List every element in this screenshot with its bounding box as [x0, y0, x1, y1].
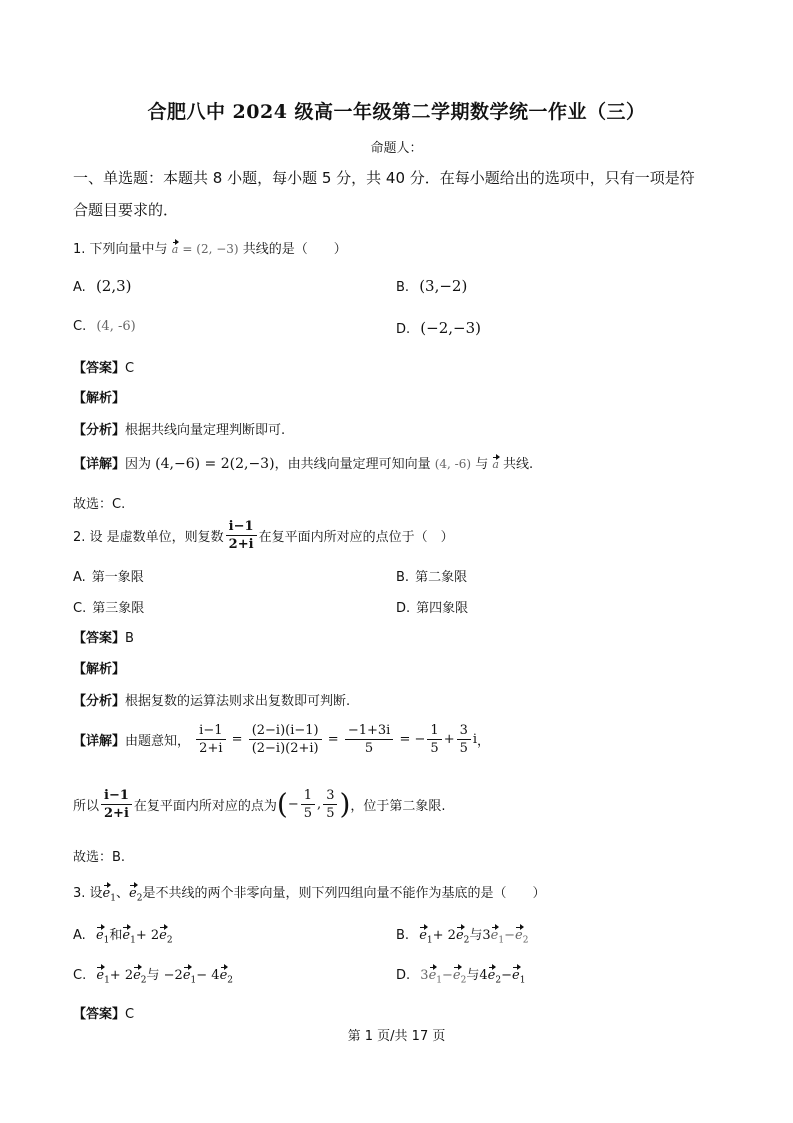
q1-option-d	[396, 319, 481, 337]
option-label: C.	[73, 968, 87, 983]
q2-option-d	[396, 597, 468, 616]
q1-option-b	[396, 277, 467, 295]
q1-detail	[73, 453, 533, 472]
q3-option-b	[396, 924, 528, 946]
answer-value: C	[125, 1007, 135, 1022]
option-label: A.	[73, 928, 86, 943]
vector-e2: e	[133, 968, 141, 983]
q1-answer	[73, 357, 134, 376]
vector-e2: e	[159, 928, 167, 943]
option-text: 和	[109, 928, 123, 943]
q3-answer	[73, 1003, 134, 1022]
vector-e1: e	[428, 968, 437, 983]
vector-e2: e	[219, 968, 228, 983]
vector-e1: e	[102, 886, 111, 901]
option-label: A.	[73, 280, 86, 295]
q2-fraction	[226, 518, 257, 553]
detail-text: 与	[475, 457, 489, 472]
option-value: $e_1+ 2e_2$与$3e_1-e_2$	[419, 928, 529, 946]
q1-conclusion: 故选：C.	[73, 497, 126, 512]
detail-text: 因为	[125, 457, 152, 472]
q1-stem	[73, 238, 347, 257]
equals-sign: =	[231, 732, 243, 747]
vector-e1: e	[96, 968, 105, 983]
option-text: − 4	[196, 968, 220, 983]
equals-sign: =	[399, 732, 411, 747]
q1-vector-a: a	[171, 243, 179, 256]
fraction-numerator: i−1	[226, 518, 257, 536]
fenxi-tag: 【分析】	[73, 694, 126, 709]
detail-vector-a: a	[492, 458, 499, 471]
minus-sign: −	[414, 732, 426, 747]
detail-text: 共线.	[503, 457, 534, 472]
q2-suffix: 在复平面内所对应的点位于（ ）	[258, 530, 454, 545]
vector-e2: e	[515, 928, 523, 943]
fraction-denominator: 5	[459, 741, 468, 756]
minus-sign: −	[287, 797, 299, 812]
equals-sign: =	[327, 732, 339, 747]
so-fraction	[101, 787, 132, 822]
option-text: 与 −2	[146, 968, 183, 983]
option-text: −	[501, 968, 512, 983]
fraction-denominator: 5	[364, 741, 374, 756]
option-text: 与3	[469, 928, 491, 943]
q3-separator: 、	[115, 886, 129, 901]
detail-math: (4,−6) = 2(2,−3)	[155, 456, 275, 472]
fraction-numerator: (2−i)(i−1)	[249, 722, 322, 740]
q2-detail	[73, 722, 490, 757]
detail-text: ，由共线向量定理可知向量	[274, 457, 431, 472]
option-value: 第四象限	[416, 601, 469, 616]
option-label: C.	[73, 319, 87, 334]
point-comma: ,	[317, 797, 322, 812]
q1-prefix: 1. 下列向量中与	[73, 242, 168, 257]
vector-e2: e	[455, 928, 464, 943]
fraction-numerator: 3	[323, 787, 337, 805]
option-value: (3,−2)	[419, 277, 468, 295]
right-paren: )	[339, 787, 351, 821]
left-paren: (	[276, 787, 288, 821]
q3-option-c	[73, 964, 233, 986]
fenxi-text: 根据共线向量定理判断即可.	[125, 423, 286, 438]
detail-tag: 【详解】	[73, 457, 126, 472]
fraction-denominator: 5	[303, 806, 313, 821]
detail-vector: (4, -6)	[434, 457, 472, 471]
vector-e1: e	[182, 968, 191, 983]
option-label: B.	[396, 570, 410, 585]
imaginary-unit: i	[472, 732, 478, 747]
detail-frac-5	[457, 722, 471, 757]
q2-option-a	[73, 566, 144, 585]
q2-option-c	[73, 597, 144, 616]
q3-option-a	[73, 924, 173, 946]
option-label: D.	[396, 322, 411, 337]
option-label: D.	[396, 601, 411, 616]
fraction-numerator: 1	[301, 787, 315, 805]
vector-e1: e	[419, 928, 427, 943]
fraction-numerator: i−1	[196, 722, 225, 740]
option-text: + 2	[135, 928, 160, 943]
vector-e2: e	[487, 968, 496, 983]
fraction-denominator: 5	[326, 806, 335, 821]
vector-e1: e	[95, 928, 104, 943]
page-title: 合肥八中 2024 级高一年级第二学期数学统一作业（三）	[147, 101, 646, 123]
fraction-numerator: −1+3i	[345, 722, 394, 740]
option-value: 第一象限	[91, 570, 144, 585]
option-value: 第二象限	[415, 570, 468, 585]
fraction-denominator: 5	[430, 741, 439, 756]
section-heading-line-1: 一、单选题：本题共 8 小题，每小题 5 分，共 40 分．在每小题给出的选项中，只有一项是符	[73, 169, 695, 187]
so-text: 在复平面内所对应的点为	[133, 799, 277, 814]
option-value: $3e_1-e_2$与$4e_2-e_1$	[420, 968, 526, 986]
fraction-denominator: 2+i	[228, 537, 254, 552]
section-heading-line-2: 合题目要求的．	[73, 201, 179, 219]
so-text: 所以	[73, 799, 100, 814]
q1-analysis-tag: 【解析】	[73, 391, 126, 406]
q1-vector-value: = (2, −3)	[182, 242, 239, 256]
option-text: −	[442, 968, 453, 983]
detail-frac-1	[196, 722, 225, 757]
option-label: A.	[73, 570, 86, 585]
option-text: −	[504, 928, 515, 943]
option-label: D.	[396, 968, 411, 983]
q2-stem	[73, 518, 454, 553]
q3-prefix: 3. 设	[73, 886, 103, 901]
q2-conclusion-line	[73, 787, 446, 822]
option-value: $e_1+ 2e_2$与 $-2e_1- 4e_2$	[96, 968, 233, 986]
q2-option-b	[396, 566, 467, 585]
q2-conclusion: 故选：B.	[73, 850, 126, 865]
fraction-numerator: i−1	[101, 787, 132, 805]
vector-e1: e	[122, 928, 131, 943]
vector-e1: e	[511, 968, 520, 983]
q1-fenxi	[73, 419, 285, 438]
option-label: B.	[396, 280, 410, 295]
q3-suffix: 是不共线的两个非零向量，则下列四组向量不能作为基底的是（ ）	[142, 886, 546, 901]
option-value: 第三象限	[92, 601, 145, 616]
q1-suffix: 共线的是（ ）	[242, 242, 347, 257]
option-value: (4, -6)	[96, 319, 136, 334]
answer-tag: 【答案】	[73, 361, 126, 376]
option-text: + 2	[109, 968, 134, 983]
q1-option-a	[73, 277, 132, 295]
q2-analysis-tag: 【解析】	[73, 662, 126, 677]
byline: 命题人：	[370, 141, 423, 156]
q2-prefix: 2. 设 是虚数单位，则复数	[73, 530, 224, 545]
q3-stem: 3. 设$e_1$、$e_2$是不共线的两个非零向量，则下列四组向量不能作为基底的是（ ）	[73, 886, 546, 904]
vector-e2: e	[129, 886, 137, 901]
page-footer: 第 1 页/共 17 页	[347, 1029, 446, 1044]
detail-text: 由题意知，	[125, 734, 191, 749]
comma: ，	[477, 734, 491, 749]
fraction-numerator: 1	[427, 722, 441, 740]
fraction-denominator: 2+i	[199, 741, 223, 756]
q2-fenxi	[73, 690, 350, 709]
q1-option-c	[73, 319, 136, 334]
point-frac-2	[323, 787, 337, 822]
vector-e1: e	[490, 928, 499, 943]
option-value: (−2,−3)	[420, 319, 481, 337]
option-text: 与4	[466, 968, 488, 983]
answer-value: B	[125, 631, 134, 646]
option-value: (2,3)	[95, 277, 132, 295]
answer-value: C	[125, 361, 135, 376]
answer-tag: 【答案】	[73, 1007, 126, 1022]
fraction-denominator: (2−i)(2+i)	[251, 741, 319, 756]
q3-option-d	[396, 964, 525, 986]
plus-sign: +	[443, 732, 455, 747]
option-value: $e_1$和$e_1+ 2e_2$	[95, 928, 173, 946]
detail-frac-4	[427, 722, 441, 757]
answer-tag: 【答案】	[73, 631, 126, 646]
fraction-denominator: 2+i	[104, 806, 129, 821]
option-label: B.	[396, 928, 410, 943]
option-text: 3	[420, 968, 429, 983]
so-text: ，位于第二象限.	[350, 799, 446, 814]
detail-tag: 【详解】	[73, 734, 126, 749]
detail-frac-2	[249, 722, 322, 757]
option-label: C.	[73, 601, 87, 616]
fraction-numerator: 3	[457, 722, 471, 740]
q2-answer	[73, 627, 134, 646]
point-frac-1	[301, 787, 315, 822]
option-text: + 2	[432, 928, 456, 943]
vector-e2: e	[452, 968, 461, 983]
detail-frac-3	[345, 722, 394, 757]
fenxi-tag: 【分析】	[73, 423, 126, 438]
fenxi-text: 根据复数的运算法则求出复数即可判断.	[125, 694, 351, 709]
